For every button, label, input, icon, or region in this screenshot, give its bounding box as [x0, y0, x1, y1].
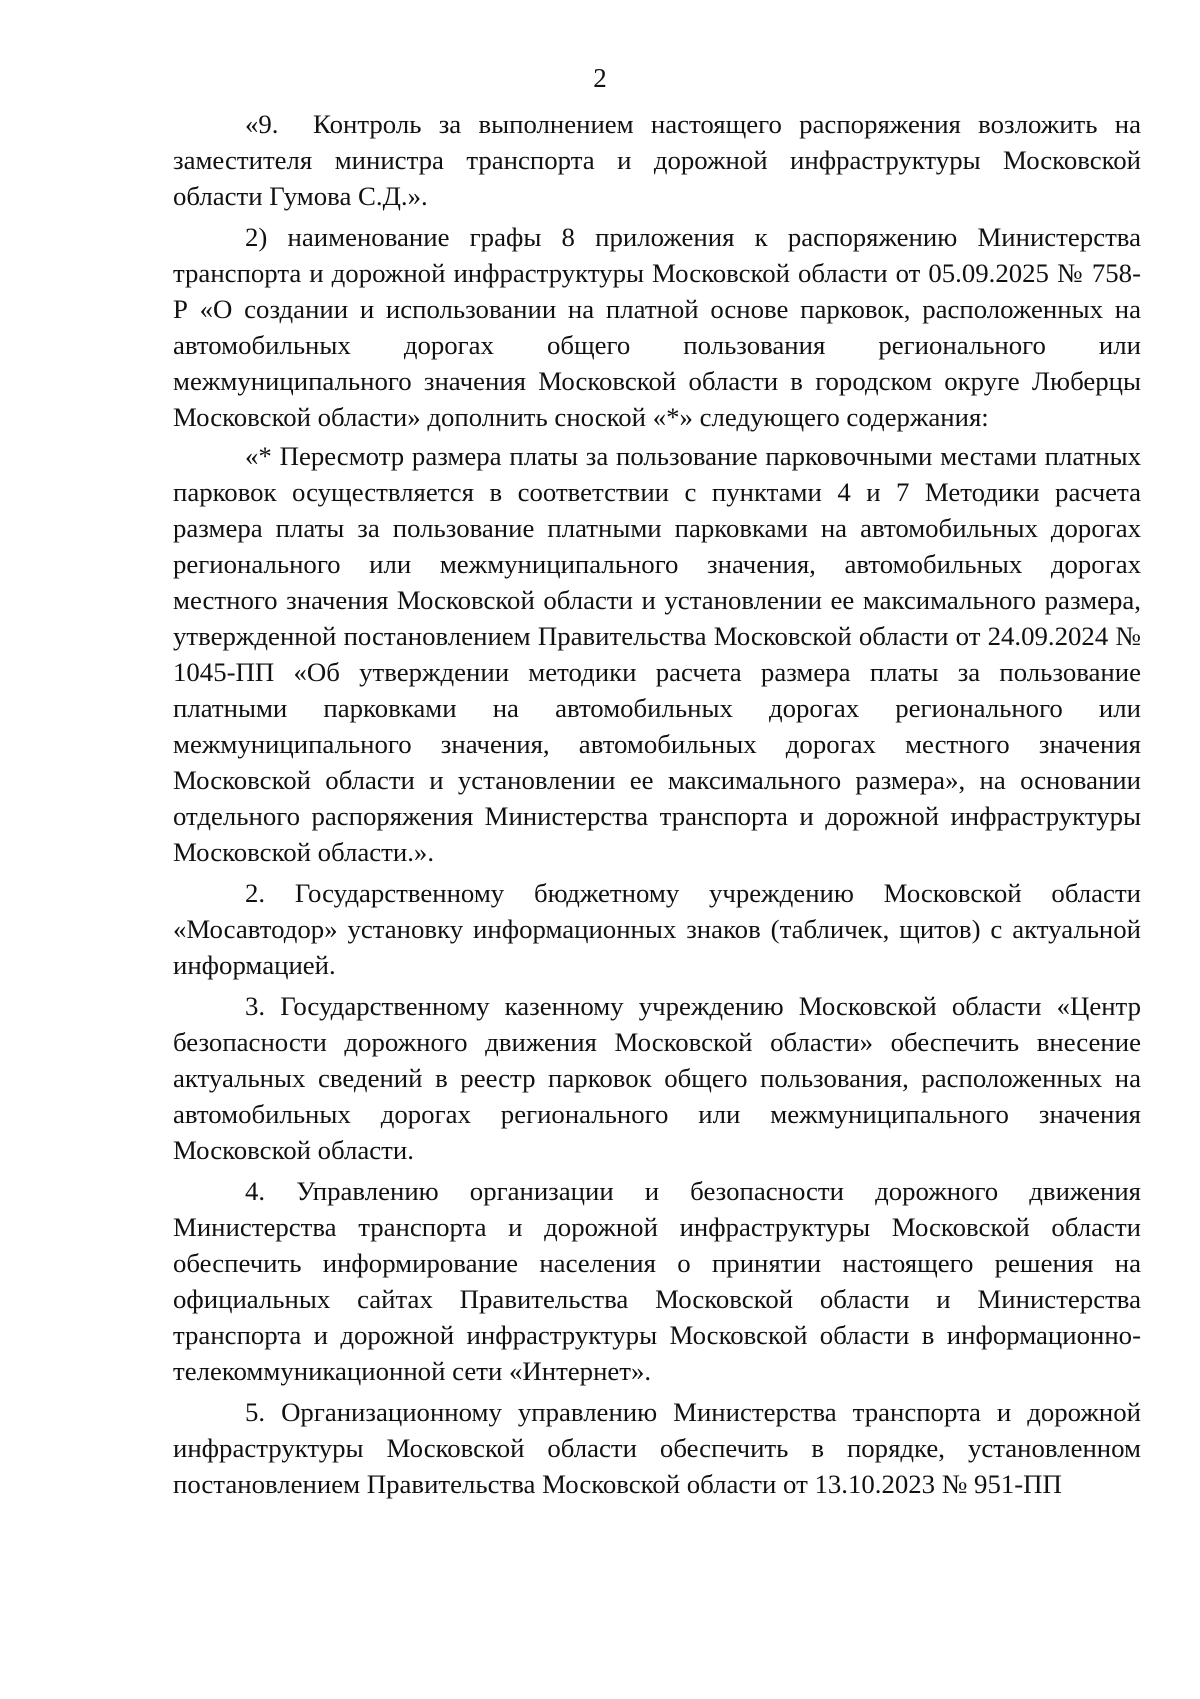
page-number: 2 [593, 63, 607, 93]
paragraph-footnote-text: «* Пересмотр размера платы за пользование парковочными местами платных парковок осуществляется в соответствии с пунктами 4 и 7 Методики расчета размера платы за пользование платными парковками на автомобильных дорогах регионального или межмуниципального значения, автомобильных дорогах местного значения Московской области и установлении ее максимального размера, утвержденной постановлением Правительства Московской области от 24.09.2024 № 1045-ПП «Об утверждении методики расчета размера платы за пользование платными парковками на автомобильных дорогах регионального или межмуниципального значения, автомобильных дорогах местного значения Московской области и установлении ее максимального размера», на основании отдельного распоряжения Министерства транспорта и дорожной инфраструктуры Московской области.». [173, 441, 1141, 867]
paragraph-item-3: 3. Государственному казенному учреждению Московской области «Центр безопасности дорожного движения Московской области» обеспечить внесение актуальных сведений в реестр парковок общего пользования, расположенных на автомобильных дорогах регионального или межмуниципального значения Московской области. [173, 991, 1141, 1165]
paragraph-item-2: 2. Государственному бюджетному учреждению Московской области «Мосавтодор» установку информационных знаков (табличек, щитов) с актуальной информацией. [173, 878, 1141, 980]
paragraph-item-5: 5. Организационному управлению Министерства транспорта и дорожной инфраструктуры Московской области обеспечить в порядке, установленном постановлением Правительства Московской области от 13.10.2023 № 951-ПП [173, 1397, 1141, 1499]
paragraph-control-clause: «9. Контроль за выполнением настоящего распоряжения возложить на заместителя министра транспорта и дорожной инфраструктуры Московской области Гумова С.Д.». [173, 109, 1141, 211]
paragraph-item-4: 4. Управлению организации и безопасности дорожного движения Министерства транспорта и дорожной инфраструктуры Московской области обеспечить информирование населения о принятии настоящего решения на официальных сайтах Правительства Московской области и Министерства транспорта и дорожной инфраструктуры Московской области в информационно-телекоммуникационной сети «Интернет». [173, 1176, 1141, 1386]
document-body [173, 106, 1141, 1505]
paragraph-amendment-2: 2) наименование графы 8 приложения к распоряжению Министерства транспорта и дорожной инфраструктуры Московской области от 05.09.2025 № 758-Р «О создании и использовании на платной основе парковок, расположенных на автомобильных дорогах общего пользования регионального или межмуниципального значения Московской области в городском округе Люберцы Московской области» дополнить сноской «*» следующего содержания: [173, 222, 1141, 432]
